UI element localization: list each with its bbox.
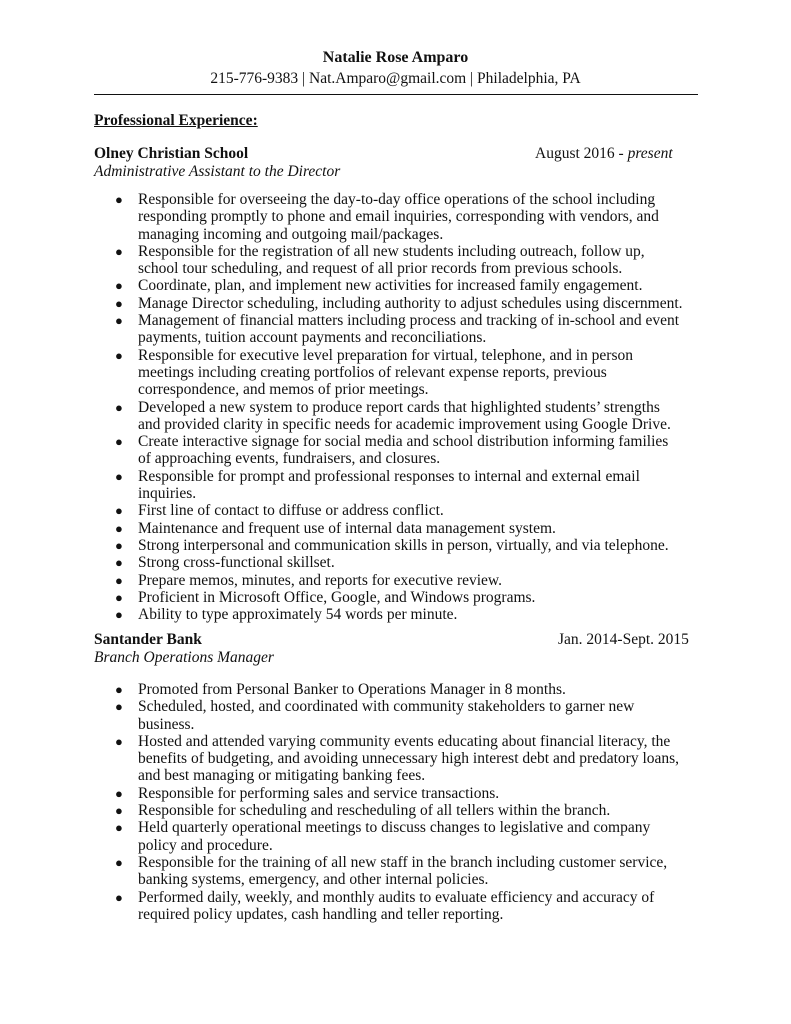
list-item	[94, 698, 683, 733]
bullet-icon: ●	[115, 733, 123, 749]
list-item	[94, 681, 683, 698]
employer-name: Olney Christian School	[94, 145, 249, 162]
duty-text: Create interactive signage for social media and school distribution informing families of approaching events, fundraisers, and closures.	[138, 433, 669, 468]
duty-text: Responsible for scheduling and rescheduling of all tellers within the branch.	[138, 802, 611, 820]
bullet-icon: ●	[115, 434, 123, 450]
bullet-icon: ●	[115, 854, 123, 870]
employer-name: Santander Bank	[94, 631, 202, 648]
list-item	[94, 819, 683, 854]
bullet-icon: ●	[115, 785, 123, 801]
bullet-icon: ●	[115, 572, 123, 588]
duty-text: Manage Director scheduling, including authority to adjust schedules using discernment.	[138, 294, 683, 312]
bullet-icon: ●	[115, 192, 123, 207]
job-santander-bank	[94, 631, 694, 923]
employment-dates	[535, 145, 673, 163]
contact-line: 215-776-9383 | Nat.Amparo@gmail.com | Philadelphia, PA	[210, 70, 581, 87]
duty-text: Management of financial matters including process and tracking of in-school and event payments, tuition account payments and reconciliations.	[138, 312, 680, 347]
bullet-icon: ●	[115, 295, 123, 311]
duty-text: Responsible for overseeing the day-to-day office operations of the school including responding promptly to phone and email inquiries, corresponding with vendors, and managing incoming and outgoing mail/packages.	[138, 191, 659, 243]
list-item	[94, 785, 683, 802]
list-item	[94, 537, 683, 554]
bullet-icon: ●	[115, 313, 123, 329]
list-item	[94, 243, 683, 278]
duty-text: Scheduled, hosted, and coordinated with community stakeholders to garner new business.	[138, 698, 635, 733]
dates-start: August 2016 -	[535, 145, 628, 162]
bullet-icon: ●	[115, 589, 123, 605]
duty-text: Prepare memos, minutes, and reports for executive review.	[138, 571, 502, 589]
list-item	[94, 191, 683, 243]
list-item	[94, 277, 683, 294]
dates-end: present	[627, 145, 673, 162]
bullet-icon: ●	[115, 399, 123, 415]
dates-start: Jan. 2014-Sept. 2015	[558, 631, 689, 648]
list-item	[94, 295, 683, 312]
bullet-icon: ●	[115, 503, 123, 519]
duty-text: Promoted from Personal Banker to Operations Manager in 8 months.	[138, 681, 566, 698]
duty-text: Strong cross-functional skillset.	[138, 554, 335, 572]
bullet-icon: ●	[115, 682, 123, 697]
bullet-icon: ●	[115, 520, 123, 536]
list-item	[94, 802, 683, 819]
list-item	[94, 589, 683, 606]
duty-text: Maintenance and frequent use of internal data management system.	[138, 519, 556, 537]
bullet-icon: ●	[115, 607, 123, 623]
list-item	[94, 733, 683, 785]
duty-text: Developed a new system to produce report cards that highlighted students’ strengths and provided clarity in specific needs for academic improvement using Google Drive.	[138, 398, 671, 433]
list-item	[94, 433, 683, 468]
header-divider	[94, 94, 698, 95]
bullet-icon: ●	[115, 803, 123, 819]
bullet-icon: ●	[115, 699, 123, 715]
duty-text: Responsible for performing sales and service transactions.	[138, 784, 500, 802]
bullet-icon: ●	[115, 555, 123, 571]
duty-text: Coordinate, plan, and implement new activities for increased family engagement.	[138, 277, 643, 295]
duty-text: First line of contact to diffuse or address conflict.	[138, 502, 444, 520]
list-item	[94, 889, 683, 924]
job-olney-christian-school	[94, 145, 694, 623]
job-title: Branch Operations Manager	[94, 649, 274, 666]
employment-dates	[558, 631, 689, 649]
list-item	[94, 572, 683, 589]
duty-text: Held quarterly operational meetings to discuss changes to legislative and company policy and procedure.	[138, 819, 651, 854]
duty-text: Responsible for the training of all new staff in the branch including customer service, banking systems, emergency, and other internal policies.	[138, 853, 668, 889]
section-title-experience: Professional Experience:	[94, 112, 258, 129]
bullet-icon: ●	[115, 468, 123, 484]
bullet-icon: ●	[115, 820, 123, 836]
job-duties-list	[94, 191, 694, 623]
job-title: Administrative Assistant to the Director	[94, 163, 341, 180]
duty-text: Ability to type approximately 54 words per minute.	[138, 606, 458, 624]
job-duties-list	[94, 681, 694, 923]
bullet-icon: ●	[115, 243, 123, 259]
list-item	[94, 312, 683, 347]
bullet-icon: ●	[115, 889, 123, 905]
duty-text: Proficient in Microsoft Office, Google, and Windows programs.	[138, 588, 536, 606]
bullet-icon: ●	[115, 537, 123, 553]
duty-text: Strong interpersonal and communication skills in person, virtually, and via telephone.	[138, 536, 669, 554]
list-item	[94, 347, 683, 399]
duty-text: Responsible for executive level preparation for virtual, telephone, and in person meetings including creating portfolios of relevant expense reports, previous correspondence, and memos of prior meetings.	[138, 346, 633, 399]
bullet-icon: ●	[115, 278, 123, 294]
list-item	[94, 399, 683, 434]
list-item	[94, 554, 683, 571]
list-item	[94, 520, 683, 537]
job-header	[94, 631, 694, 649]
bullet-icon: ●	[115, 347, 123, 363]
list-item	[94, 854, 683, 889]
duty-text: Hosted and attended varying community events educating about financial literacy, the benefits of budgeting, and avoiding unnecessary high interest debt and predatory loans, and best managing or mitigating banking fees.	[138, 732, 680, 785]
job-header	[94, 145, 694, 163]
list-item	[94, 606, 683, 623]
list-item	[94, 468, 683, 503]
duty-text: Responsible for the registration of all new students including outreach, follow up, school tour scheduling, and request of all prior records from previous schools.	[138, 242, 645, 278]
candidate-name: Natalie Rose Amparo	[322, 49, 469, 66]
duty-text: Performed daily, weekly, and monthly audits to evaluate efficiency and accuracy of required policy updates, cash handling and teller reporting.	[138, 888, 655, 923]
list-item	[94, 502, 683, 519]
duty-text: Responsible for prompt and professional responses to internal and external email inquiries.	[138, 467, 640, 503]
